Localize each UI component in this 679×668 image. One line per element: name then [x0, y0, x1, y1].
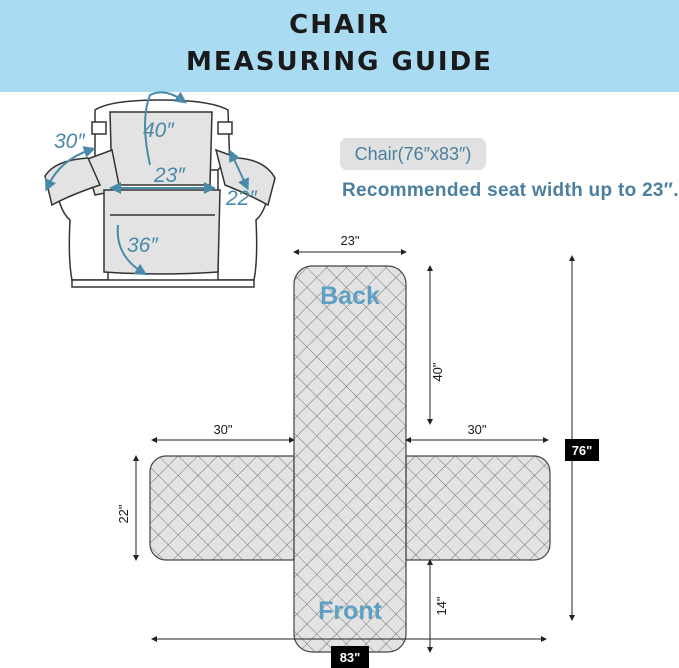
- top-width-label: 23": [340, 233, 360, 248]
- right-arm-label: 30": [467, 422, 487, 437]
- pad-shape: [150, 266, 550, 652]
- pad-back-label: Back: [320, 282, 380, 310]
- title-line-1: CHAIR: [289, 10, 390, 40]
- pad-front-label: Front: [318, 597, 382, 625]
- arm-width-label: 30″: [54, 130, 85, 153]
- back-length-label: 40": [430, 362, 445, 382]
- arm-height-label: 22″: [226, 187, 257, 210]
- arm-height-dim-label: 22": [116, 504, 131, 524]
- seat-depth-label: 36″: [127, 234, 158, 257]
- chair-size-pill: Chair(76″x83″): [340, 138, 486, 170]
- total-width-label: 83": [339, 650, 361, 665]
- front-flap-label: 14": [434, 596, 449, 616]
- seat-width-label: 23″: [154, 164, 185, 187]
- recommendation-text: Recommended seat width up to 23″.: [342, 180, 679, 201]
- left-arm-label: 30": [213, 422, 233, 437]
- title-line-2: MEASURING GUIDE: [186, 47, 493, 77]
- back-height-label: 40″: [143, 119, 174, 142]
- total-length-label: 76": [571, 443, 593, 458]
